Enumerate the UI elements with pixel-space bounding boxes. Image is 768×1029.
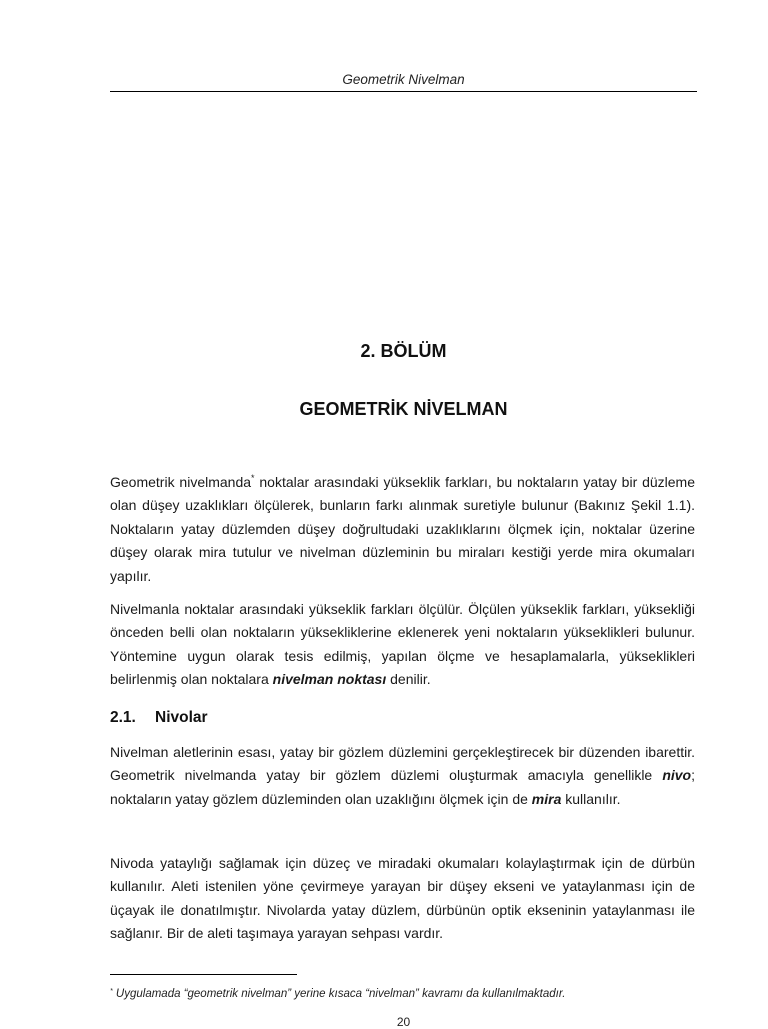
paragraph-intro-text-start: Geometrik nivelmanda — [110, 474, 252, 490]
footnote-text: Uygulamada “geometrik nivelman” yerine kısaca “nivelman” kavramı da kullanılmaktadır. — [112, 988, 566, 1000]
chapter-number: 2. BÖLÜM — [360, 341, 447, 361]
footnote — [110, 988, 710, 1000]
page-number: 20 — [396, 1015, 411, 1029]
section-number: 2.1. — [110, 709, 136, 726]
term-mira: mira — [531, 790, 562, 807]
paragraph-text: Nivelman aletlerinin esası, yatay bir gözlem düzlemini gerçekleştirecek bir düzenden ibarettir. Geometrik nivelmanda yatay bir gözlem düzlemi oluşturmak amacıyla genellikle — [110, 744, 695, 784]
term-nivo: nivo — [662, 767, 692, 784]
paragraph-intro-text-end: noktalar arasındaki yükseklik farkları, bu noktaların yatay bir düzleme olan düşey uzaklıkları ölçülerek, bunların farkı alınmak suretiyle bulunur (Bakınız Şekil 1.1). Noktaların yatay düzlemden düşey doğrultudaki uzaklıklarını ölçmek için, noktalar üzerine düşey olarak mira tutulur ve nivelman düzleminin bu miraları kestiği yerde mira okumaları yapılır. — [110, 474, 696, 584]
paragraph-text: kullanılır. — [561, 790, 621, 807]
paragraph-text: Nivelmanla noktalar arasındaki yükseklik farkları ölçülür. Ölçülen yükseklik farkları, yüksekliği önceden belli olan noktaların yüksekliklerine eklenerek yeni noktaların yükseklikleri bulunur. Yöntemine uygun olarak tesis edilmiş, yapılan ölçme ve hesaplamalarla, yükseklikleri belirlenmiş olan noktalara — [110, 601, 695, 688]
footnote-reference: * — [251, 473, 255, 483]
header-rule — [110, 91, 697, 92]
section-heading — [110, 709, 208, 727]
chapter-title: GEOMETRİK NİVELMAN — [299, 399, 508, 419]
paragraph-text: ; noktaların yatay gözlem düzleminden olan uzaklığını ölçmek için de — [110, 767, 695, 807]
footnote-rule — [110, 974, 297, 975]
paragraph-text: denilir. — [386, 671, 431, 688]
section-title: Nivolar — [155, 709, 208, 726]
running-header: Geometrik Nivelman — [342, 72, 465, 87]
term-nivelman-noktasi: nivelman noktası — [272, 671, 387, 688]
paragraph-nivelman-noktasi — [110, 598, 695, 692]
paragraph-nivolar — [110, 741, 695, 811]
paragraph-intro — [110, 471, 695, 588]
paragraph-nivo-components: Nivoda yataylığı sağlamak için düzeç ve miradaki okumaları kolaylaştırmak için de dürbün kullanılır. Aleti istenilen yöne çevirmeye yarayan bir düşey ekseni ve yataylanması için de üçayak ile donatılmıştır. Nivolarda yatay düzlem, dürbünün optik ekseninin yataylanması ile sağlanır. Bir de aleti taşımaya yarayan sehpası vardır. — [110, 855, 695, 942]
footnote-mark: * — [110, 988, 113, 995]
